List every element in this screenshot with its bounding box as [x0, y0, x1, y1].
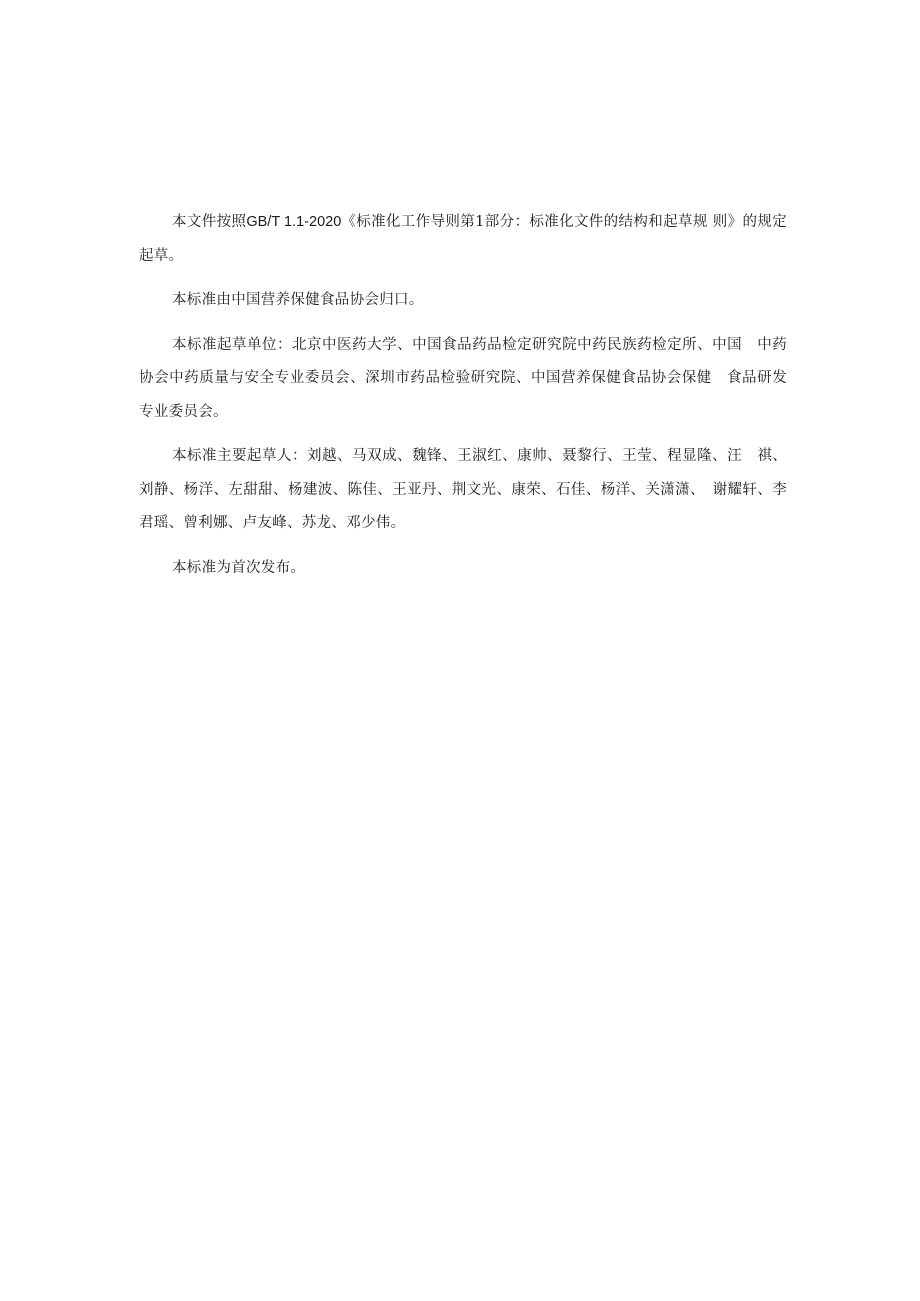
drafters-paragraph: 本标准主要起草人：刘越、马双成、魏锋、王淑红、康帅、聂黎行、王莹、程显隆、汪 祺、刘静、杨洋、左甜甜、杨建波、陈佳、王亚丹、荆文光、康荣、石佳、杨洋、关潇潇、 谢耀轩、李君瑶、曾利娜、卢友峰、苏龙、邓少伟。 [139, 448, 787, 531]
drafting-rule-prefix: 本文件按照 [172, 214, 247, 230]
first-release-paragraph: 本标准为首次发布。 [172, 559, 306, 576]
foreword-section [139, 206, 787, 596]
standard-code: GB/T 1.1-2020 [246, 214, 342, 230]
drafting-units-paragraph: 本标准起草单位：北京中医药大学、中国食品药品检定研究院中药民族药检定所、中国 中药协会中药质量与安全专业委员会、深圳市药品检验研究院、中国营养保健食品协会保健 食品研发专业委员会。 [139, 336, 787, 420]
administration-paragraph: 本标准由中国营养保健食品协会归口。 [172, 292, 424, 308]
drafting-rule-suffix: 《标准化工作导则第1部分：标准化文件的结构和起草规 则》的规定起草。 [139, 214, 787, 264]
drafting-rule-paragraph [139, 206, 787, 273]
